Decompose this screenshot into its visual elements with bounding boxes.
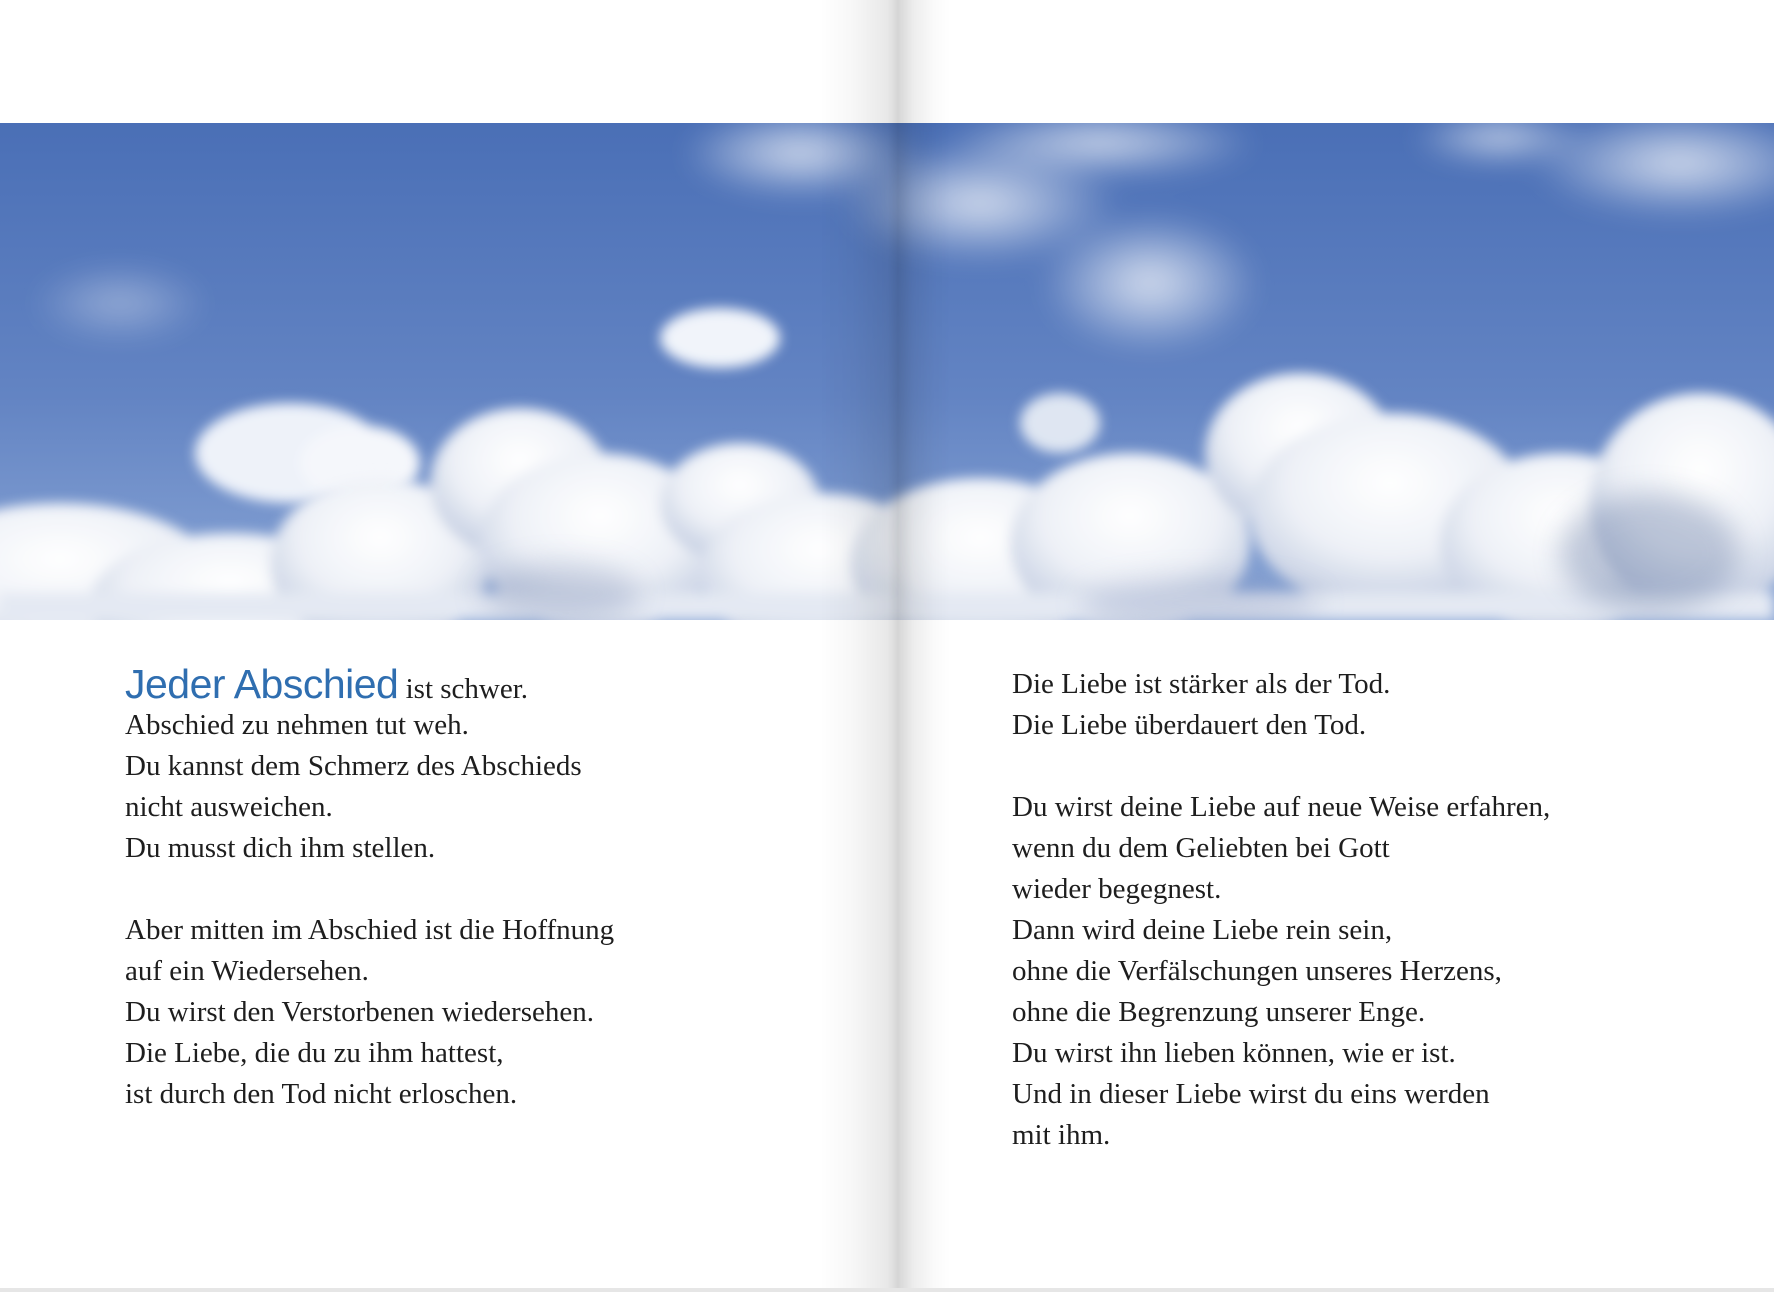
stanza-break [1012, 746, 1550, 787]
stanza-break [125, 869, 614, 910]
verse-line: wieder begegnest. [1012, 873, 1222, 905]
right-page-text [1012, 664, 1550, 1156]
verse-line: Du wirst den Verstorbenen wiedersehen. [125, 996, 594, 1028]
verse-line: ist durch den Tod nicht erloschen. [125, 1078, 518, 1110]
verse-line: ohne die Verfälschungen unseres Herzens, [1012, 955, 1502, 987]
page-edge [0, 1288, 1774, 1292]
verse-line: Und in dieser Liebe wirst du eins werden [1012, 1078, 1490, 1110]
verse-line: Abschied zu nehmen tut weh. [125, 709, 469, 741]
verse-line: auf ein Wiedersehen. [125, 955, 369, 987]
verse-line: Du kannst dem Schmerz des Abschieds [125, 750, 582, 782]
verse-line: Dann wird deine Liebe rein sein, [1012, 914, 1393, 946]
verse-line: Die Liebe ist stärker als der Tod. [1012, 668, 1391, 700]
cloud-sky-image [0, 123, 1774, 620]
verse-line: nicht ausweichen. [125, 791, 333, 823]
verse-line: Du wirst ihn lieben können, wie er ist. [1012, 1037, 1456, 1069]
verse-line: ohne die Begrenzung unserer Enge. [1012, 996, 1426, 1028]
verse-line: Aber mitten im Abschied ist die Hoffnung [125, 914, 615, 946]
title-line [125, 661, 614, 707]
verse-line: Die Liebe, die du zu ihm hattest, [125, 1037, 504, 1069]
verse-line: mit ihm. [1012, 1119, 1111, 1151]
verse-line: Die Liebe überdauert den Tod. [1012, 709, 1367, 741]
heading-emphasis: Jeder Abschied [125, 661, 399, 707]
verse-line: Du wirst deine Liebe auf neue Weise erfahren, [1012, 791, 1551, 823]
verse-line: Du musst dich ihm stellen. [125, 832, 436, 864]
heading-rest: ist schwer. [398, 673, 529, 705]
verse-line: wenn du dem Geliebten bei Gott [1012, 832, 1390, 864]
left-page-text [125, 661, 615, 1115]
